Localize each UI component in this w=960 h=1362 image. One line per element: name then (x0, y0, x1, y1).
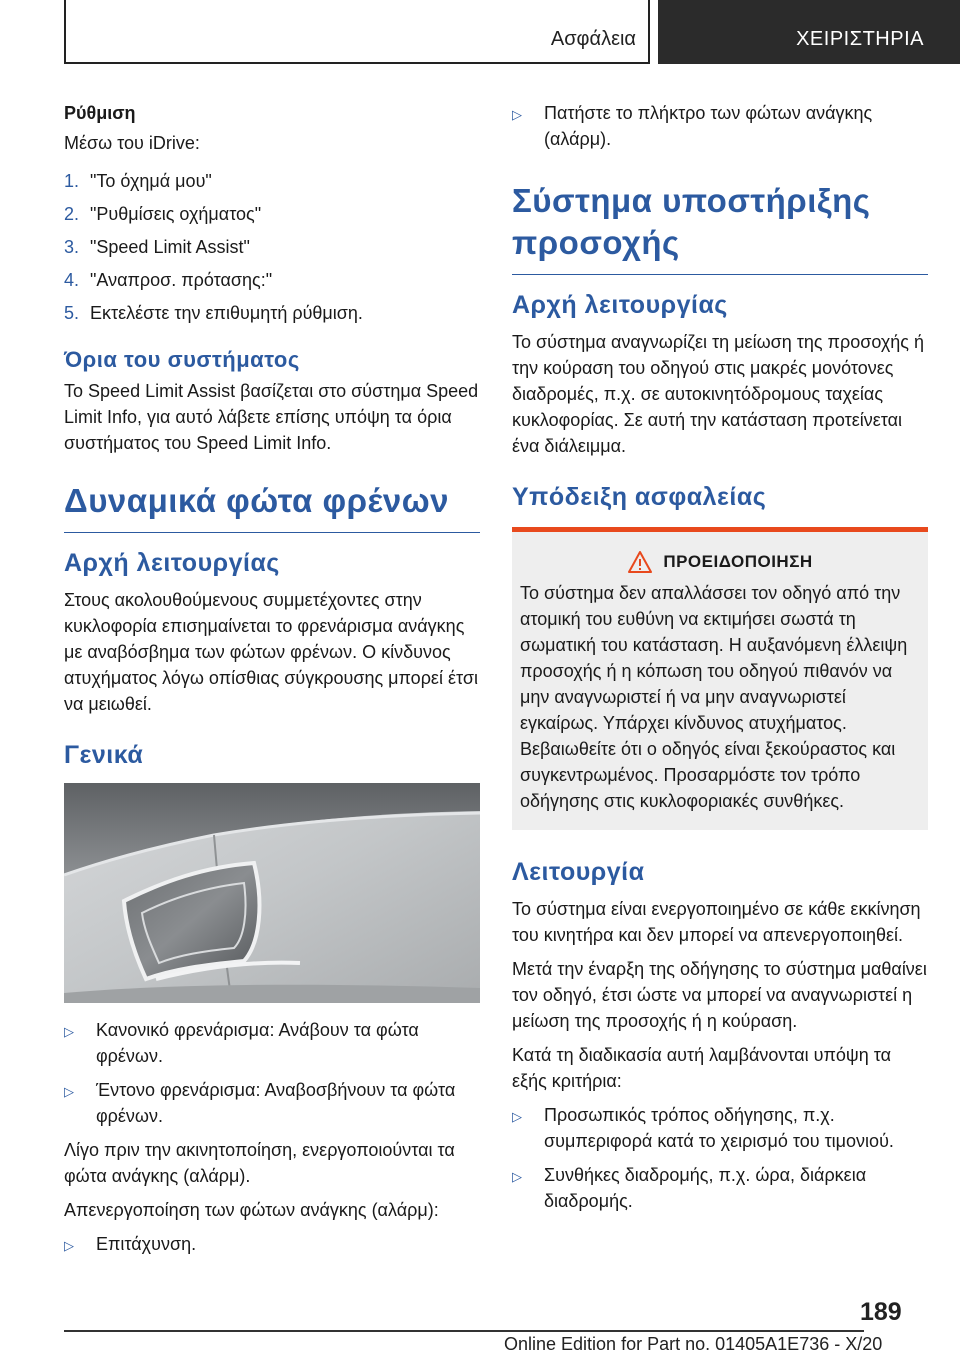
list-item (512, 1162, 928, 1214)
bullet-text: Συνθήκες διαδρομής, π.χ. ώρα, διάρκεια διαδρομής. (544, 1165, 867, 1211)
limits-text: Το Speed Limit Assist βασίζεται στο σύστημα Speed Limit Info, για αυτό λάβετε επίσης υπόψη τα όρια συστήματος του Speed Limit Info. (64, 381, 479, 453)
safety-heading: Υπόδειξη ασφαλείας (512, 483, 767, 511)
list-item (512, 100, 928, 152)
header-chapter-tab (658, 0, 960, 64)
attention-assist-heading: Σύστημα υποστήριξης προσοχής (512, 180, 928, 275)
dynamic-brake-lights-heading: Δυναμικά φώτα φρένων (64, 480, 480, 533)
function-text-3: Κατά τη διαδικασία αυτή λαμβάνονται υπόψη τα εξής κριτήρια: (512, 1045, 892, 1091)
left-column (64, 100, 480, 1267)
list-item (64, 168, 480, 194)
triangle-bullet-icon: ▷ (64, 1084, 74, 1099)
step-number: 3. (64, 237, 80, 257)
triangle-bullet-icon: ▷ (64, 1238, 74, 1253)
step-number: 1. (64, 171, 80, 191)
right-column (512, 100, 928, 1222)
step-text: "Ρυθμίσεις οχήματος" (90, 204, 262, 224)
bullet-text: Έντονο φρενάρισμα: Αναβοσβήνουν τα φώτα φρένων. (96, 1080, 456, 1126)
list-item (64, 1017, 480, 1069)
deactivate-bullets (64, 1231, 480, 1259)
header-rule-divider (648, 0, 650, 64)
warning-triangle-icon (627, 550, 653, 574)
warning-title-row (520, 550, 920, 574)
header-section-title: Ασφάλεια (550, 28, 636, 50)
triangle-bullet-icon: ▷ (512, 1109, 522, 1124)
triangle-bullet-icon: ▷ (512, 107, 522, 122)
list-item (64, 1231, 480, 1259)
taillight-image (64, 783, 480, 1003)
list-item (64, 1077, 480, 1129)
bullet-text: Προσωπικός τρόπος οδήγησης, π.χ. συμπεριφορά κατά το χειρισμό του τιμονιού. (544, 1105, 894, 1151)
step-number: 5. (64, 303, 80, 323)
principle-text-left: Στους ακολουθούμενους συμμετέχοντες στην κυκλοφορία επισημαίνεται το φρενάρισμα ανάγκης με αναβόσβημα των φώτων φρένων. Ο κίνδυνος ατυχήματος λόγω οπίσθιας σύγκρουσης μπορεί έτσι να μειωθεί. (64, 590, 478, 714)
setting-intro: Μέσω του iDrive: (64, 133, 200, 153)
page-number: 189 (860, 1298, 902, 1326)
header-rule-bottom (64, 62, 650, 64)
warning-box (512, 527, 928, 830)
step-number: 2. (64, 204, 80, 224)
triangle-bullet-icon: ▷ (512, 1169, 522, 1184)
step-text: "Αναπροσ. πρότασης:" (90, 270, 273, 290)
footer-rule (64, 1330, 864, 1332)
step-text: "Το όχημά μου" (90, 171, 212, 191)
bullet-text: Πατήστε το πλήκτρο των φώτων ανάγκης (αλάρμ). (544, 103, 873, 149)
footer-edition: Online Edition for Part no. 01405A1E736 - X/20 (504, 1334, 883, 1354)
principle-text-right: Το σύστημα αναγνωρίζει τη μείωση της προσοχής ή την κούραση του οδηγού στις μακρές μονότονες διαδρομές, π.χ. σε αυτοκινητόδρομους ταχείας κυκλοφορίας. Σε αυτή την κατάσταση προτείνεται ένα διάλειμμα. (512, 332, 924, 456)
hazard-text: Λίγο πριν την ακινητοποίηση, ενεργοποιούνται τα φώτα ανάγκης (αλάρμ). (64, 1140, 455, 1186)
hazard-button-bullets (512, 100, 928, 152)
function-text-1: Το σύστημα είναι ενεργοποιημένο σε κάθε εκκίνηση του κινητήρα και δεν μπορεί να απενεργοποιηθεί. (512, 899, 921, 945)
function-text-2: Μετά την έναρξη της οδήγησης το σύστημα μαθαίνει τον οδηγό, έτσι ώστε να μπορεί να αναγνωριστεί η μείωση της προσοχής ή η κούραση. (512, 959, 927, 1031)
header-chapter-label: ΧΕΙΡΙΣΤΗΡΙΑ (796, 28, 924, 50)
function-heading: Λειτουργία (512, 858, 645, 886)
deactivate-text: Απενεργοποίηση των φώτων ανάγκης (αλάρμ): (64, 1200, 439, 1220)
warning-text: Το σύστημα δεν απαλλάσσει τον οδηγό από την ατομική του ευθύνη να εκτιμήσει σωστά τη σωματική του κατάσταση. Η αυξανόμενη έλλειψη προσοχής ή η κόπωση του οδηγού πιθανόν να μην αναγνωριστεί ή να μην αναγνωριστεί εγκαίρως. Υπάρχει κίνδυνος ατυχήματος. Βεβαιωθείτε ότι ο οδηγός είναι ξεκούραστος και συγκεντρωμένος. Προσαρμόστε τον τρόπο οδήγησης στις κυκλοφοριακές συνθήκες. (520, 583, 908, 811)
list-item (64, 267, 480, 293)
brake-bullets (64, 1017, 480, 1129)
list-item (64, 234, 480, 260)
limits-heading: Όρια του συστήματος (64, 347, 300, 372)
principle-heading-left: Αρχή λειτουργίας (64, 549, 280, 577)
setting-label: Ρύθμιση (64, 103, 136, 123)
step-number: 4. (64, 270, 80, 290)
triangle-bullet-icon: ▷ (64, 1024, 74, 1039)
header-rule-left (64, 0, 66, 64)
warning-title: ΠΡΟΕΙΔΟΠΟΙΗΣΗ (663, 552, 813, 571)
principle-heading-right: Αρχή λειτουργίας (512, 291, 728, 319)
setting-steps (64, 168, 480, 326)
list-item (512, 1102, 928, 1154)
general-heading: Γενικά (64, 741, 144, 769)
bullet-text: Κανονικό φρενάρισμα: Ανάβουν τα φώτα φρένων. (96, 1020, 419, 1066)
step-text: "Speed Limit Assist" (90, 237, 250, 257)
taillight-illustration (64, 783, 480, 1003)
bullet-text: Επιτάχυνση. (96, 1234, 197, 1254)
criteria-bullets (512, 1102, 928, 1214)
step-text: Εκτελέστε την επιθυμητή ρύθμιση. (90, 303, 363, 323)
list-item (64, 300, 480, 326)
list-item (64, 201, 480, 227)
